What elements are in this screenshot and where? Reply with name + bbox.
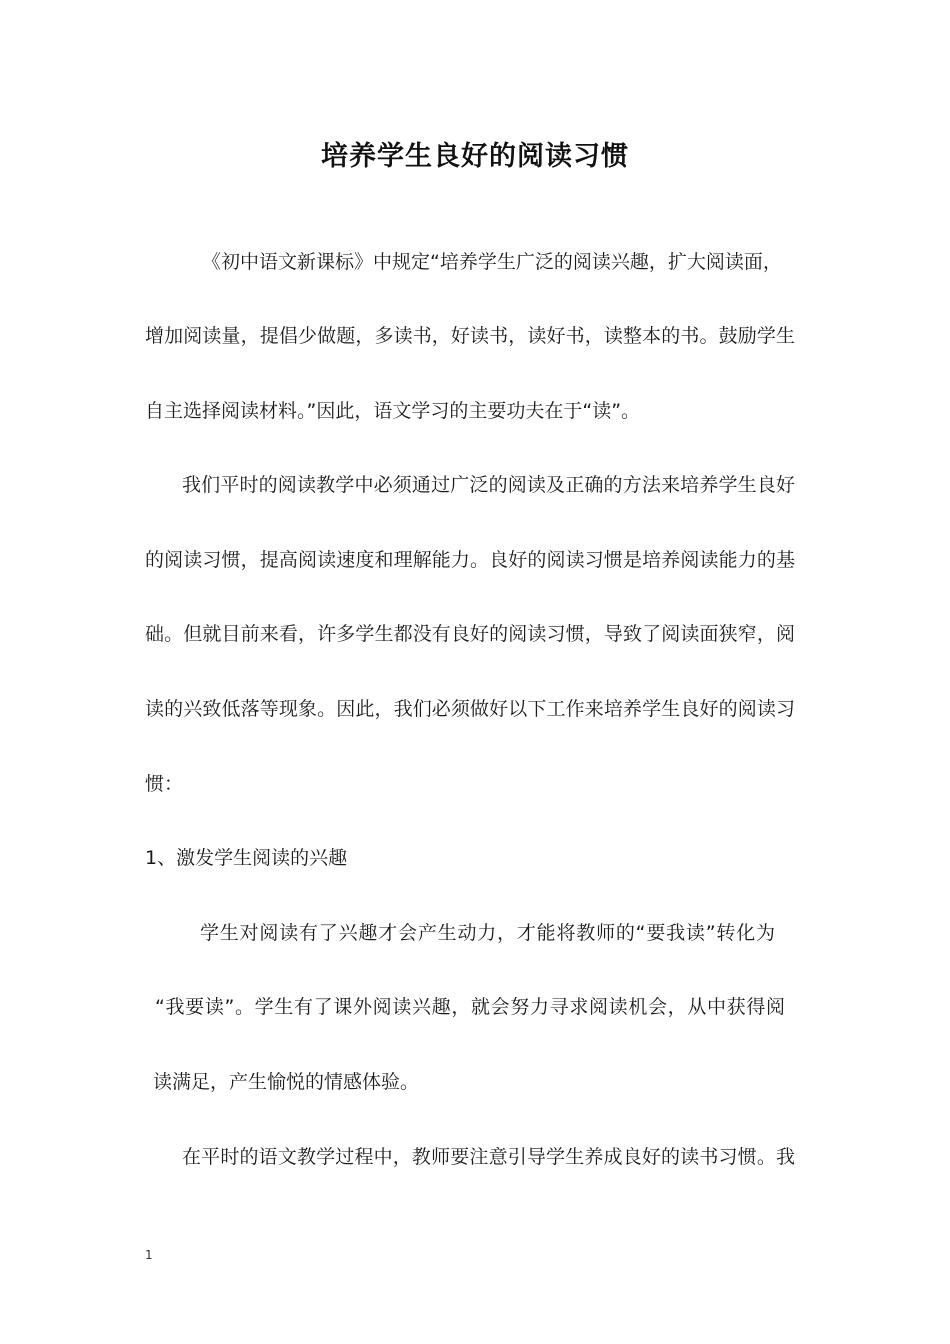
paragraph-line: 读满足，产生愉悦的情感体验。 (153, 1071, 420, 1093)
paragraph-line: 《初中语文新课标》中规定“培养学生广泛的阅读兴趣，扩大阅读面， (202, 251, 782, 273)
paragraph-line: 我们平时的阅读教学中必须通过广泛的阅读及正确的方法来培养学生良好 (182, 474, 795, 496)
paragraph-line: 读的兴致低落等现象。因此，我们必须做好以下工作来培养学生良好的阅读习 (145, 698, 795, 720)
paragraph-line: 增加阅读量，提倡少做题，多读书，好读书，读好书，读整本的书。鼓励学生 (145, 325, 795, 347)
paragraph-line: 自主选择阅读材料。”因此，语文学习的主要功夫在于“读”。 (145, 400, 641, 422)
paragraph-line: 惯： (145, 773, 184, 795)
document-title: 培养学生良好的阅读习惯 (321, 141, 629, 172)
page-number: 1 (145, 1248, 153, 1262)
paragraph-line: 础。但就目前来看，许多学生都没有良好的阅读习惯，导致了阅读面狭窄，阅 (145, 623, 795, 645)
paragraph-line: 的阅读习惯，提高阅读速度和理解能力。良好的阅读习惯是培养阅读能力的基 (145, 549, 795, 571)
paragraph-line: “我要读”。学生有了课外阅读兴趣，就会努力寻求阅读机会，从中获得阅 (155, 996, 785, 1018)
paragraph-line: 在平时的语文教学过程中，教师要注意引导学生养成良好的读书习惯。我 (182, 1146, 795, 1168)
paragraph-line: 学生对阅读有了兴趣才会产生动力，才能将教师的“要我读”转化为 (200, 922, 775, 944)
section-heading: 1、激发学生阅读的兴趣 (145, 847, 348, 869)
